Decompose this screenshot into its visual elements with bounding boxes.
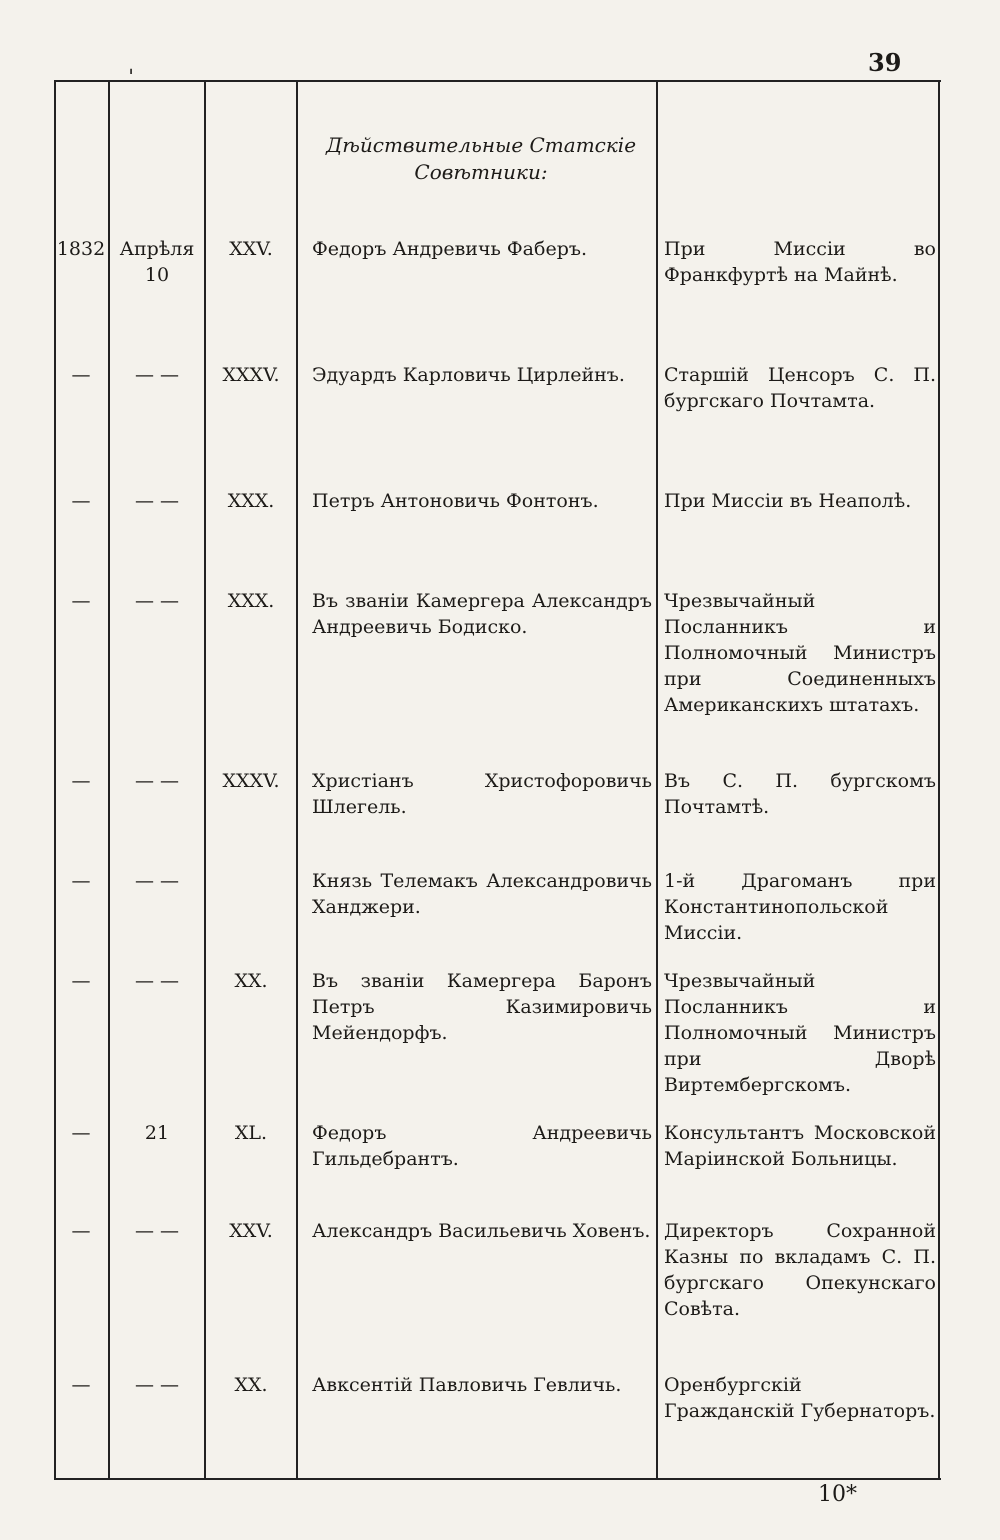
name-cell: Авксентій Павловичь Гевличь.	[312, 1374, 622, 1396]
post-cell: Директоръ Сохранной Казны по вкладамъ С. П. бургскаго Опекунскаго Совѣта.	[664, 1220, 936, 1320]
year-cell: —	[71, 590, 91, 612]
rank-cell: XXV.	[229, 238, 273, 260]
day-cell: — —	[134, 490, 180, 512]
name-cell: Федоръ Андревичь Фаберъ.	[312, 238, 587, 260]
column-rule	[656, 80, 658, 1478]
year-cell: —	[71, 1220, 91, 1242]
rank-cell: XX.	[234, 970, 268, 992]
year-cell: —	[71, 970, 91, 992]
name-cell: Въ званіи Камергера Александръ Андреевичь Бодиско.	[312, 590, 652, 638]
day-cell: — —	[134, 1374, 180, 1396]
year-cell: —	[71, 1374, 91, 1396]
post-cell: При Миссіи въ Неаполѣ.	[664, 490, 912, 512]
year-cell: —	[71, 770, 91, 792]
post-cell: Чрезвычайный Посланникъ и Полномочный Министръ при Дворѣ Виртембергскомъ.	[664, 970, 936, 1096]
name-cell: Эдуардъ Карловичь Цирлейнъ.	[312, 364, 625, 386]
rank-cell: XXX.	[227, 490, 275, 512]
column-rule	[296, 80, 298, 1478]
rank-cell: XXXV.	[222, 770, 280, 792]
name-cell: Федоръ Андреевичь Гильдебрантъ.	[312, 1122, 652, 1170]
day-cell: Апрѣля 10	[119, 238, 195, 286]
day-cell: — —	[134, 970, 180, 992]
rank-cell: XXX.	[227, 590, 275, 612]
rank-cell: XL.	[234, 1122, 268, 1144]
day-cell: — —	[134, 364, 180, 386]
post-cell: При Миссіи во Франкфуртѣ на Майнѣ.	[664, 238, 936, 286]
section-heading: Дѣйствительные Статскіе Совѣтники:	[325, 133, 637, 184]
year-cell: —	[71, 490, 91, 512]
table-top-rule	[54, 80, 941, 82]
year-cell: —	[71, 1122, 91, 1144]
day-cell: — —	[134, 870, 180, 892]
printer-signature: 10*	[818, 1482, 857, 1507]
day-cell: — —	[134, 770, 180, 792]
day-cell: — —	[134, 590, 180, 612]
column-rule	[108, 80, 110, 1478]
day-cell: — —	[134, 1220, 180, 1242]
stray-mark: ˌ	[128, 52, 135, 77]
post-cell: Въ С. П. бургскомъ Почтамтѣ.	[664, 770, 936, 818]
name-cell: Христіанъ Христофоровичь Шлегель.	[312, 770, 652, 818]
name-cell: Князь Телемакъ Александровичь Ханджери.	[312, 870, 652, 918]
post-cell: Чрезвычайный Посланникъ и Полномочный Министръ при Соединенныхъ Американскихъ штатахъ.	[664, 590, 936, 716]
year-cell: —	[71, 870, 91, 892]
post-cell: 1-й Драгоманъ при Константинопольской Миссіи.	[664, 870, 936, 944]
column-rule	[938, 80, 940, 1478]
post-cell: Старшій Ценсоръ С. П. бургскаго Почтамта.	[664, 364, 936, 412]
name-cell: Въ званіи Камергера Баронъ Петръ Казимировичь Мейендорфъ.	[312, 970, 652, 1044]
day-cell: 21	[144, 1122, 170, 1144]
year-cell: 1832	[56, 238, 106, 260]
rank-cell: XXV.	[229, 1220, 273, 1242]
name-cell: Петръ Антоновичь Фонтонъ.	[312, 490, 599, 512]
page-number: 39	[868, 48, 902, 77]
post-cell: Консультантъ Московской Маріинской Больницы.	[664, 1122, 936, 1170]
table-bottom-rule	[54, 1478, 941, 1480]
rank-cell: XXXV.	[222, 364, 280, 386]
rank-cell: XX.	[234, 1374, 268, 1396]
year-cell: —	[71, 364, 91, 386]
name-cell: Александръ Васильевичь Ховенъ.	[312, 1220, 651, 1242]
post-cell: Оренбургскій Гражданскій Губернаторъ.	[664, 1374, 936, 1422]
